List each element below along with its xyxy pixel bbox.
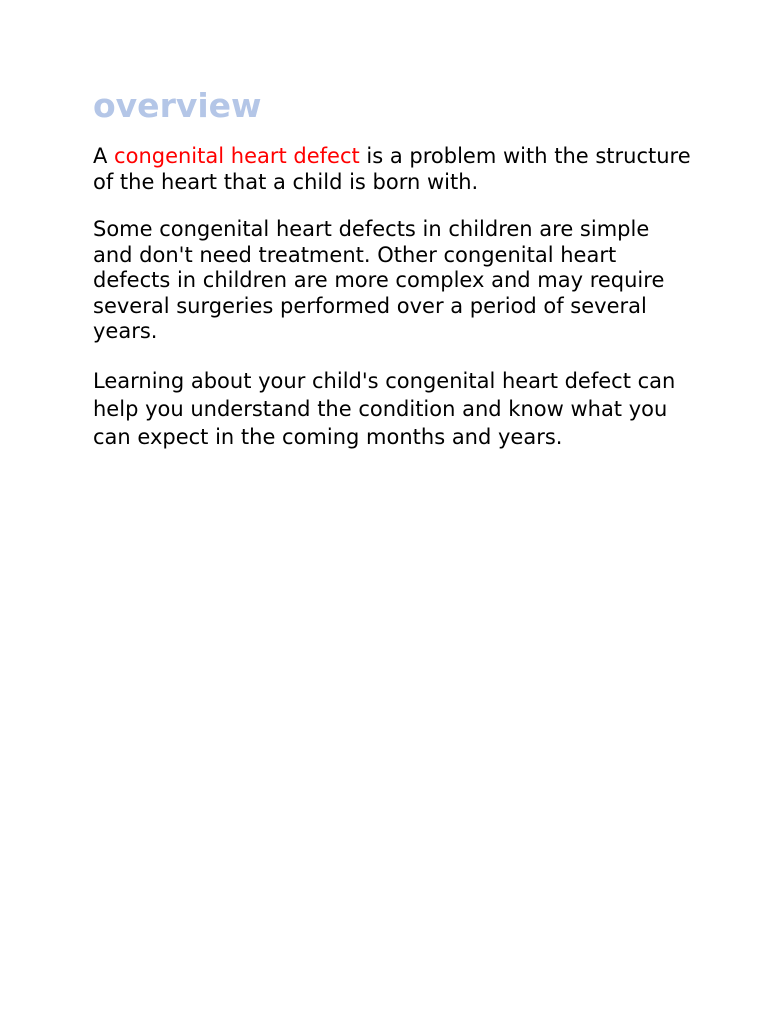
page-title: overview bbox=[93, 86, 262, 125]
paragraph-definition bbox=[93, 144, 693, 195]
paragraph-text-after: is a problem with the structure of the heart that a child is born with. bbox=[93, 144, 691, 194]
document-body bbox=[93, 86, 693, 473]
paragraph-treatment: Some congenital heart defects in children are simple and don't need treatment. Other congenital heart defects in children are more complex and may require several surgeries performed over a period of several years. bbox=[93, 217, 665, 343]
paragraph-text-before: A bbox=[93, 144, 115, 168]
paragraph-learning: Learning about your child's congenital heart defect can help you understand the condition and know what you can expect in the coming months and years. bbox=[93, 368, 676, 449]
highlighted-term: congenital heart defect bbox=[114, 144, 360, 168]
